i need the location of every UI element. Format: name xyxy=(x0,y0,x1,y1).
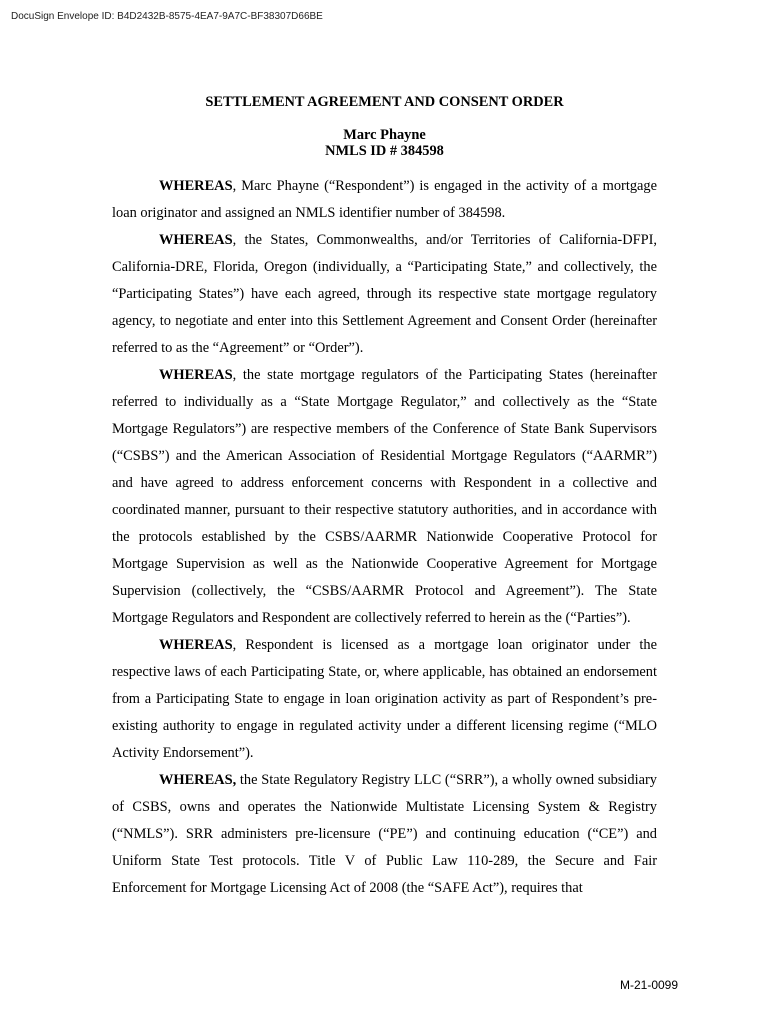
whereas-lead: WHEREAS xyxy=(159,367,233,383)
whereas-paragraph-3 xyxy=(112,362,657,632)
respondent-name: Marc Phayne xyxy=(343,127,426,143)
paragraph-text: the State Regulatory Registry LLC (“SRR”), a wholly owned subsidiary of CSBS, owns and operates the Nationwide Multistate Licensing System & Registry (“NMLS”). SRR administers pre-licensure (“PE”) and continuing education (“CE”) and Uniform State Test protocols. Title V of Public Law 110-289, the Secure and Fair Enforcement for Mortgage Licensing Act of 2008 (the “SAFE Act”), requires that xyxy=(112,772,657,896)
whereas-lead: WHEREAS xyxy=(159,232,233,248)
whereas-lead: WHEREAS, xyxy=(159,772,237,788)
document-number: M-21-0099 xyxy=(620,978,679,992)
document-body xyxy=(112,93,657,902)
paragraph-text: , the States, Commonwealths, and/or Territories of California-DFPI, California-DRE, Florida, Oregon (individually, a “Participating State,” and collectively, the “Participating States”) have each agreed, through its respective state mortgage regulatory agency, to negotiate and enter into this Settlement Agreement and Consent Order (hereinafter referred to as the “Agreement” or “Order”). xyxy=(112,232,657,356)
whereas-paragraph-5 xyxy=(112,767,657,902)
document-title: SETTLEMENT AGREEMENT AND CONSENT ORDER xyxy=(205,94,564,110)
whereas-paragraph-1 xyxy=(112,173,657,227)
docusign-envelope-id: DocuSign Envelope ID: B4D2432B-8575-4EA7-9A7C-BF38307D66BE xyxy=(11,11,323,22)
whereas-paragraph-4 xyxy=(112,632,657,767)
paragraph-text: , Respondent is licensed as a mortgage loan originator under the respective laws of each Participating State, or, where applicable, has obtained an endorsement from a Participating State to engage in loan origination activity as part of Respondent’s pre-existing authority to engage in regulated activity under a different licensing regime (“MLO Activity Endorsement”). xyxy=(112,637,657,761)
whereas-lead: WHEREAS xyxy=(159,178,233,194)
paragraph-text: , the state mortgage regulators of the Participating States (hereinafter referred to individually as a “State Mortgage Regulator,” and collectively as the “State Mortgage Regulators”) are respective members of the Conference of State Bank Supervisors (“CSBS”) and the American Association of Residential Mortgage Regulators (“AARMR”) and have agreed to address enforcement concerns with Respondent in a collective and coordinated manner, pursuant to their respective statutory authorities, and in accordance with the protocols established by the CSBS/AARMR Nationwide Cooperative Protocol for Mortgage Supervision as well as the Nationwide Cooperative Agreement for Mortgage Supervision (collectively, the “CSBS/AARMR Protocol and Agreement”). The State Mortgage Regulators and Respondent are collectively referred to herein as the (“Parties”). xyxy=(112,367,657,626)
paragraph-text: , Marc Phayne (“Respondent”) is engaged in the activity of a mortgage loan originator and assigned an NMLS identifier number of 384598. xyxy=(112,178,657,221)
whereas-lead: WHEREAS xyxy=(159,637,233,653)
respondent-block xyxy=(112,127,657,159)
whereas-paragraph-2 xyxy=(112,227,657,362)
nmls-id: NMLS ID # 384598 xyxy=(325,143,444,159)
